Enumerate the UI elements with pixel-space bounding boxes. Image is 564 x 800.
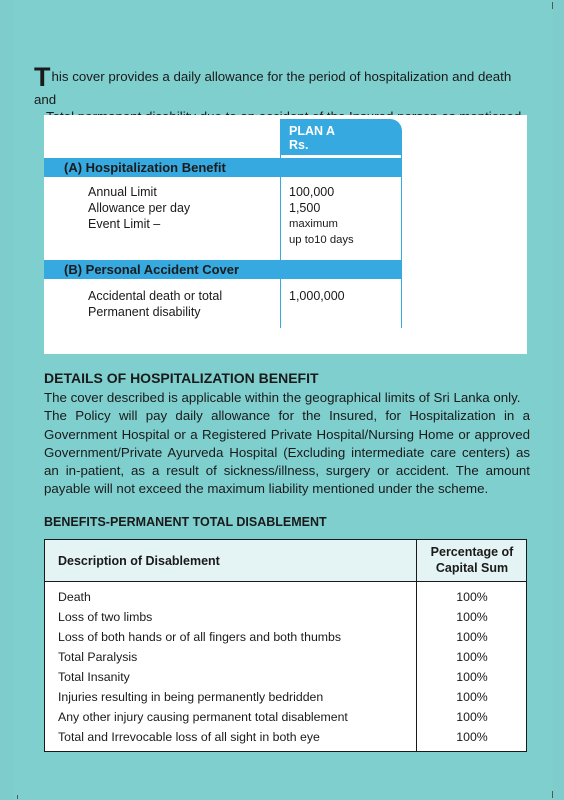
percentage-header-line-2: Capital Sum <box>435 561 509 575</box>
plan-divider-left <box>280 155 281 328</box>
row-description: Injuries resulting in being permanently bedridden <box>58 690 324 704</box>
crop-mark <box>552 2 553 9</box>
section-a-values <box>289 184 354 248</box>
section-b-items <box>88 288 222 320</box>
section-a-items <box>88 184 190 232</box>
row-percentage: 100% <box>456 710 488 724</box>
crop-mark <box>17 795 18 799</box>
event-limit-value-1: maximum <box>289 218 338 230</box>
details-heading: DETAILS OF HOSPITALIZATION BENEFIT <box>44 370 319 386</box>
benefits-table <box>44 539 527 752</box>
section-b-band: (B) Personal Accident Cover <box>44 260 402 279</box>
row-percentage: 100% <box>456 690 488 704</box>
percentage-header-line-1: Percentage of <box>430 545 514 559</box>
details-paragraph <box>44 389 530 499</box>
table-row <box>45 607 526 627</box>
accidental-death-value: 1,000,000 <box>289 289 345 303</box>
plan-a-currency: Rs. <box>289 138 309 152</box>
allowance-per-day-label: Allowance per day <box>88 201 191 215</box>
annual-limit-label: Annual Limit <box>88 185 157 199</box>
row-description: Total and Irrevocable loss of all sight in both eye <box>58 730 320 744</box>
plan-a-title: PLAN A <box>289 124 336 138</box>
table-row <box>45 667 526 687</box>
intro-line-1: his cover provides a daily allowance for the period of hospitalization and death and <box>34 69 512 107</box>
drop-cap: T <box>34 62 51 92</box>
plan-a-header <box>280 119 402 155</box>
row-percentage: 100% <box>456 650 488 664</box>
row-percentage: 100% <box>456 670 488 684</box>
accidental-death-label: Accidental death or total <box>88 289 223 303</box>
row-percentage: 100% <box>456 630 488 644</box>
table-row <box>45 647 526 667</box>
details-line-1: The cover described is applicable within the geographical limits of Sri Lanka only. <box>44 390 521 405</box>
event-limit-value-2: up to10 days <box>289 234 354 246</box>
row-description: Loss of two limbs <box>58 610 153 624</box>
permanent-disability-label: Permanent disability <box>88 305 201 319</box>
description-column-header: Description of Disablement <box>58 554 220 568</box>
table-row <box>45 687 526 707</box>
row-percentage: 100% <box>456 610 488 624</box>
row-description: Total Paralysis <box>58 650 138 664</box>
event-limit-label: Event Limit – <box>88 217 161 231</box>
table-row <box>45 587 526 607</box>
benefits-heading: BENEFITS-PERMANENT TOTAL DISABLEMENT <box>44 515 327 529</box>
table-row <box>45 727 526 747</box>
percentage-column-header <box>417 544 527 576</box>
row-description: Death <box>58 590 91 604</box>
details-line-2: The Policy will pay daily allowance for the Insured, for Hospitalization in a Government Hospital or a Registered Private Hospital/Nursing Home or approved Government/Private Ayurveda Hospital (Excluding intermediate care centers) as an in-patient, as a result of sickness/illness, surgery or accident. The amount payable will not exceed the maximum liability mentioned under the scheme. <box>44 408 530 497</box>
table-row <box>45 707 526 727</box>
row-description: Any other injury causing permanent total disablement <box>58 710 348 724</box>
table-row <box>45 627 526 647</box>
row-description: Loss of both hands or of all fingers and both thumbs <box>58 630 342 644</box>
annual-limit-value: 100,000 <box>289 185 335 199</box>
section-b-values <box>289 288 345 304</box>
plan-divider-right <box>401 155 402 328</box>
row-percentage: 100% <box>456 730 488 744</box>
allowance-per-day-value: 1,500 <box>289 201 321 215</box>
row-description: Total Insanity <box>58 670 130 684</box>
row-percentage: 100% <box>456 590 488 604</box>
section-a-band: (A) Hospitalization Benefit <box>44 158 402 177</box>
crop-mark <box>552 791 553 798</box>
